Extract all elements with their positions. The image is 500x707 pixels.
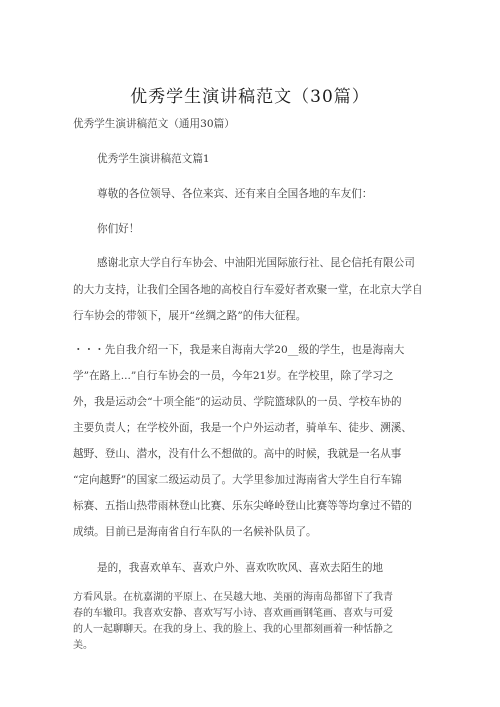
paragraph-3-line: 是的，我喜欢单车、喜欢户外、喜欢吹吹风、喜欢去陌生的地 — [97, 562, 384, 574]
hello-line: 你们好！ — [97, 223, 140, 235]
paragraph-2-line: 学”在路上...”自行车协会的一员，今年21岁。在学校里，除了学习之 — [73, 370, 394, 382]
document-title: 优秀学生演讲稿范文（30篇） — [130, 87, 370, 107]
paragraph-1-line: 行车协会的带领下，展开“丝绸之路”的伟大征程。 — [73, 310, 307, 322]
paragraph-2-line: “定向越野”的国家二级运动员了。大学里参加过海南省大学生自行车锦 — [73, 474, 402, 486]
document-subtitle: 优秀学生演讲稿范文（通用30篇） — [73, 118, 235, 130]
paragraph-3-line: 春的车辙印。我喜欢安静、喜欢写写小诗、喜欢画画钢笔画、喜欢与可爱 — [73, 608, 393, 619]
paragraph-3-line: 美。 — [73, 640, 93, 651]
paragraph-1-line: 的大力支持，让我们全国各地的高校自行车爱好者欢聚一堂，在北京大学自 — [73, 284, 423, 296]
section-heading: 优秀学生演讲稿范文篇1 — [97, 153, 210, 165]
paragraph-3-line: 方看风景。在杭嘉湖的平原上、在吴越大地、美丽的海南岛都留下了我青 — [73, 592, 393, 603]
paragraph-2-line: 主要负责人；在学校外面，我是一个户外运动者，骑单车、徒步、溯溪、 — [73, 422, 412, 434]
paragraph-2-line: 外，我是运动会“十项全能”的运动员、学院篮球队的一员、学校车协的 — [73, 396, 402, 408]
paragraph-2-line: 越野、登山、潜水，没有什么不想做的。高中的时候，我就是一名从事 — [73, 448, 402, 460]
paragraph-1-line: 感谢北京大学自行车协会、中油阳光国际旅行社、昆仑信托有限公司 — [97, 257, 415, 269]
paragraph-3-line: 的人一起聊聊天。在我的身上、我的脸上、我的心里都刻画着一种恬静之 — [73, 624, 393, 635]
paragraph-2-line: ・・・先自我介绍一下，我是来自海南大学20__级的学生，也是海南大 — [73, 344, 405, 356]
paragraph-2-line: 成绩。目前已是海南省自行车队的一名候补队员了。 — [73, 526, 317, 538]
greeting-line: 尊敬的各位领导、各位来宾、还有来自全国各地的车友们： — [97, 188, 373, 200]
paragraph-2-line: 标赛、五指山热带雨林登山比赛、乐东尖峰岭登山比赛等等均拿过不错的 — [73, 500, 412, 512]
